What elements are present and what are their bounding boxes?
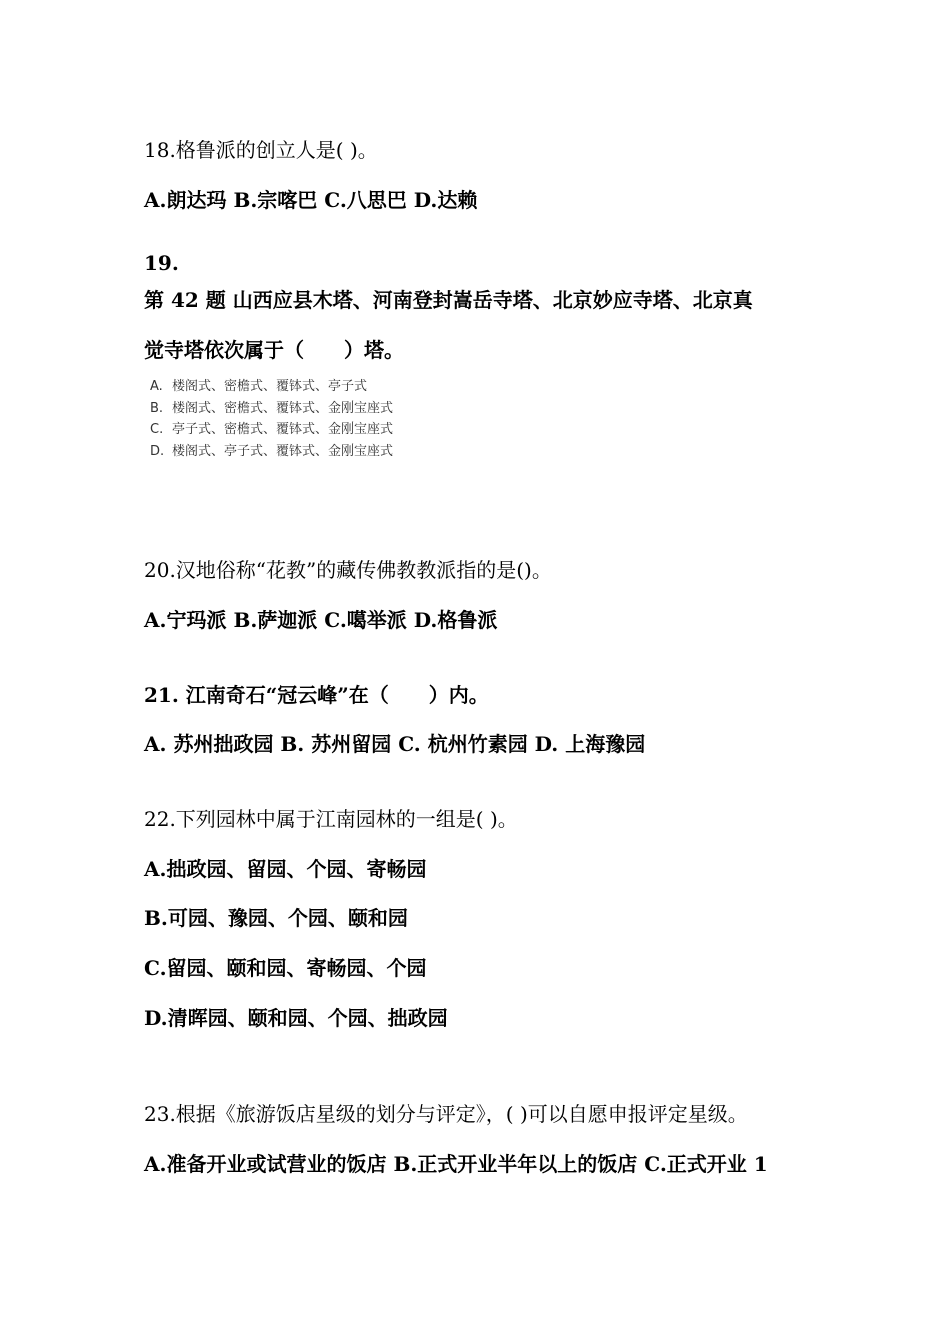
option-label: C. xyxy=(150,422,164,437)
question-21-options: A. 苏州拙政园 B. 苏州留园 C. 杭州竹素园 D. 上海豫园 xyxy=(144,732,646,756)
question-22-option-d: D.清晖园、颐和园、个园、拙政园 xyxy=(144,1006,448,1030)
question-22-option-c: C.留园、颐和园、寄畅园、个园 xyxy=(144,956,427,980)
option-row xyxy=(150,398,393,420)
question-21-stem: 21. 江南奇石“冠云峰”在（ ）内。 xyxy=(144,683,489,707)
option-row xyxy=(150,441,393,463)
question-18-stem: 18.格鲁派的创立人是( )。 xyxy=(144,138,378,162)
option-label: B. xyxy=(150,400,164,416)
question-19-number: 19. xyxy=(144,251,179,275)
option-text: 楼阁式、密檐式、覆钵式、亭子式 xyxy=(172,379,368,394)
option-label: D. xyxy=(150,443,165,459)
question-19-stem-line-2: 觉寺塔依次属于（ ）塔。 xyxy=(144,338,404,362)
question-20-stem: 20.汉地俗称“花教”的藏传佛教教派指的是()。 xyxy=(144,558,552,582)
question-19-options-image xyxy=(150,376,393,462)
question-22-stem: 22.下列园林中属于江南园林的一组是( )。 xyxy=(144,807,518,831)
question-22-option-a: A.拙政园、留园、个园、寄畅园 xyxy=(144,857,427,881)
question-23-stem: 23.根据《旅游饭店星级的划分与评定》，( )可以自愿申报评定星级。 xyxy=(144,1102,748,1126)
question-23-options: A.准备开业或试营业的饭店 B.正式开业半年以上的饭店 C.正式开业 1 xyxy=(144,1152,768,1176)
question-18-options: A.朗达玛 B.宗喀巴 C.八思巴 D.达赖 xyxy=(144,188,478,212)
option-row xyxy=(150,376,393,398)
option-text: 楼阁式、亭子式、覆钵式、金刚宝座式 xyxy=(172,443,394,459)
question-19-stem-line-1: 第 42 题 山西应县木塔、河南登封嵩岳寺塔、北京妙应寺塔、北京真 xyxy=(144,288,753,312)
option-text: 楼阁式、密檐式、覆钵式、金刚宝座式 xyxy=(172,400,394,416)
question-20-options: A.宁玛派 B.萨迦派 C.噶举派 D.格鲁派 xyxy=(144,608,498,632)
question-22-option-b: B.可园、豫园、个园、颐和园 xyxy=(144,906,408,930)
option-text: 亭子式、密檐式、覆钵式、金刚宝座式 xyxy=(172,422,394,437)
option-label: A. xyxy=(150,379,163,394)
option-row xyxy=(150,419,393,441)
